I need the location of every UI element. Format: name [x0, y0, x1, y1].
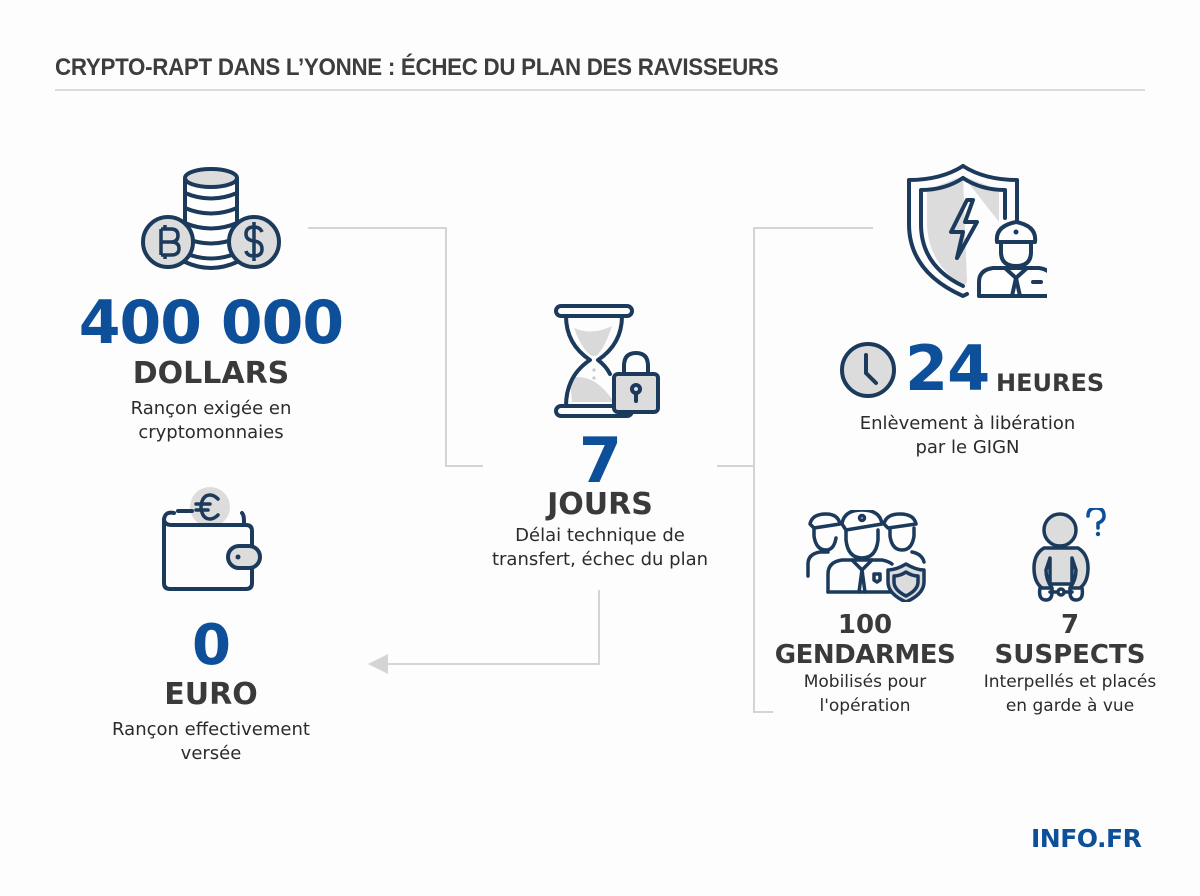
- page-title: CRYPTO-RAPT DANS L’YONNE : ÉCHEC DU PLAN DES RAVISSEURS: [55, 54, 779, 81]
- transfer-delay-desc-line2: transfert, échec du plan: [491, 549, 709, 570]
- connector-right-top: [753, 227, 873, 229]
- arrow-left-icon: [368, 653, 390, 675]
- ransom-paid-desc-line1: Rançon effectivement: [112, 719, 310, 740]
- connector-left-vertical: [445, 227, 447, 467]
- connector-right-vertical: [753, 227, 755, 713]
- connector-left-top: [308, 227, 447, 229]
- ransom-paid-value: 0: [192, 613, 230, 678]
- title-divider: [55, 89, 1145, 91]
- suspects-unit: SUSPECTS: [994, 640, 1146, 670]
- ransom-demanded-desc-line1: Rançon exigée en: [130, 398, 292, 419]
- coins-bitcoin-dollar-icon: [140, 166, 282, 274]
- stat-gendarmes: [765, 612, 965, 718]
- clock-icon: [838, 341, 898, 399]
- arrow-line-horizontal: [385, 663, 600, 665]
- brand-logo: INFO.FR: [1031, 824, 1142, 853]
- duration-desc-line2: par le GIGN: [915, 437, 1020, 458]
- shield-officer-icon: [905, 162, 1047, 300]
- suspects-value: 7: [1060, 610, 1080, 640]
- gendarmes-value: 100: [837, 610, 893, 640]
- wallet-euro-icon: [158, 485, 264, 595]
- ransom-paid-unit: EURO: [164, 677, 258, 712]
- stat-transfer-delay: [450, 424, 750, 572]
- gendarmes-desc-line1: Mobilisés pour: [803, 672, 927, 692]
- stat-ransom-paid: [60, 613, 362, 766]
- stat-duration-desc: [800, 412, 1135, 460]
- transfer-delay-value: 7: [578, 424, 622, 497]
- handcuffed-suspect-icon: [1030, 508, 1106, 602]
- transfer-delay-desc-line1: Délai technique de: [515, 525, 685, 546]
- stat-ransom-demanded: [40, 288, 382, 445]
- suspects-desc-line2: en garde à vue: [1005, 696, 1135, 716]
- gendarmes-desc-line2: l'opération: [819, 696, 911, 716]
- ransom-paid-desc-line2: versée: [180, 743, 242, 764]
- arrow-line-vertical: [598, 590, 600, 665]
- ransom-demanded-desc-line2: cryptomonnaies: [138, 422, 284, 443]
- suspects-desc-line1: Interpellés et placés: [983, 672, 1157, 692]
- police-group-shield-icon: [804, 510, 928, 602]
- duration-value: 24: [905, 332, 990, 405]
- hourglass-lock-icon: [552, 302, 664, 420]
- duration-unit: HEURES: [996, 369, 1105, 397]
- stat-suspects: [960, 612, 1180, 718]
- ransom-demanded-unit: DOLLARS: [132, 356, 290, 391]
- transfer-delay-unit: JOURS: [547, 487, 653, 522]
- ransom-demanded-value: 400 000: [78, 288, 344, 358]
- gendarmes-unit: GENDARMES: [774, 640, 956, 670]
- duration-desc-line1: Enlèvement à libération: [859, 413, 1076, 434]
